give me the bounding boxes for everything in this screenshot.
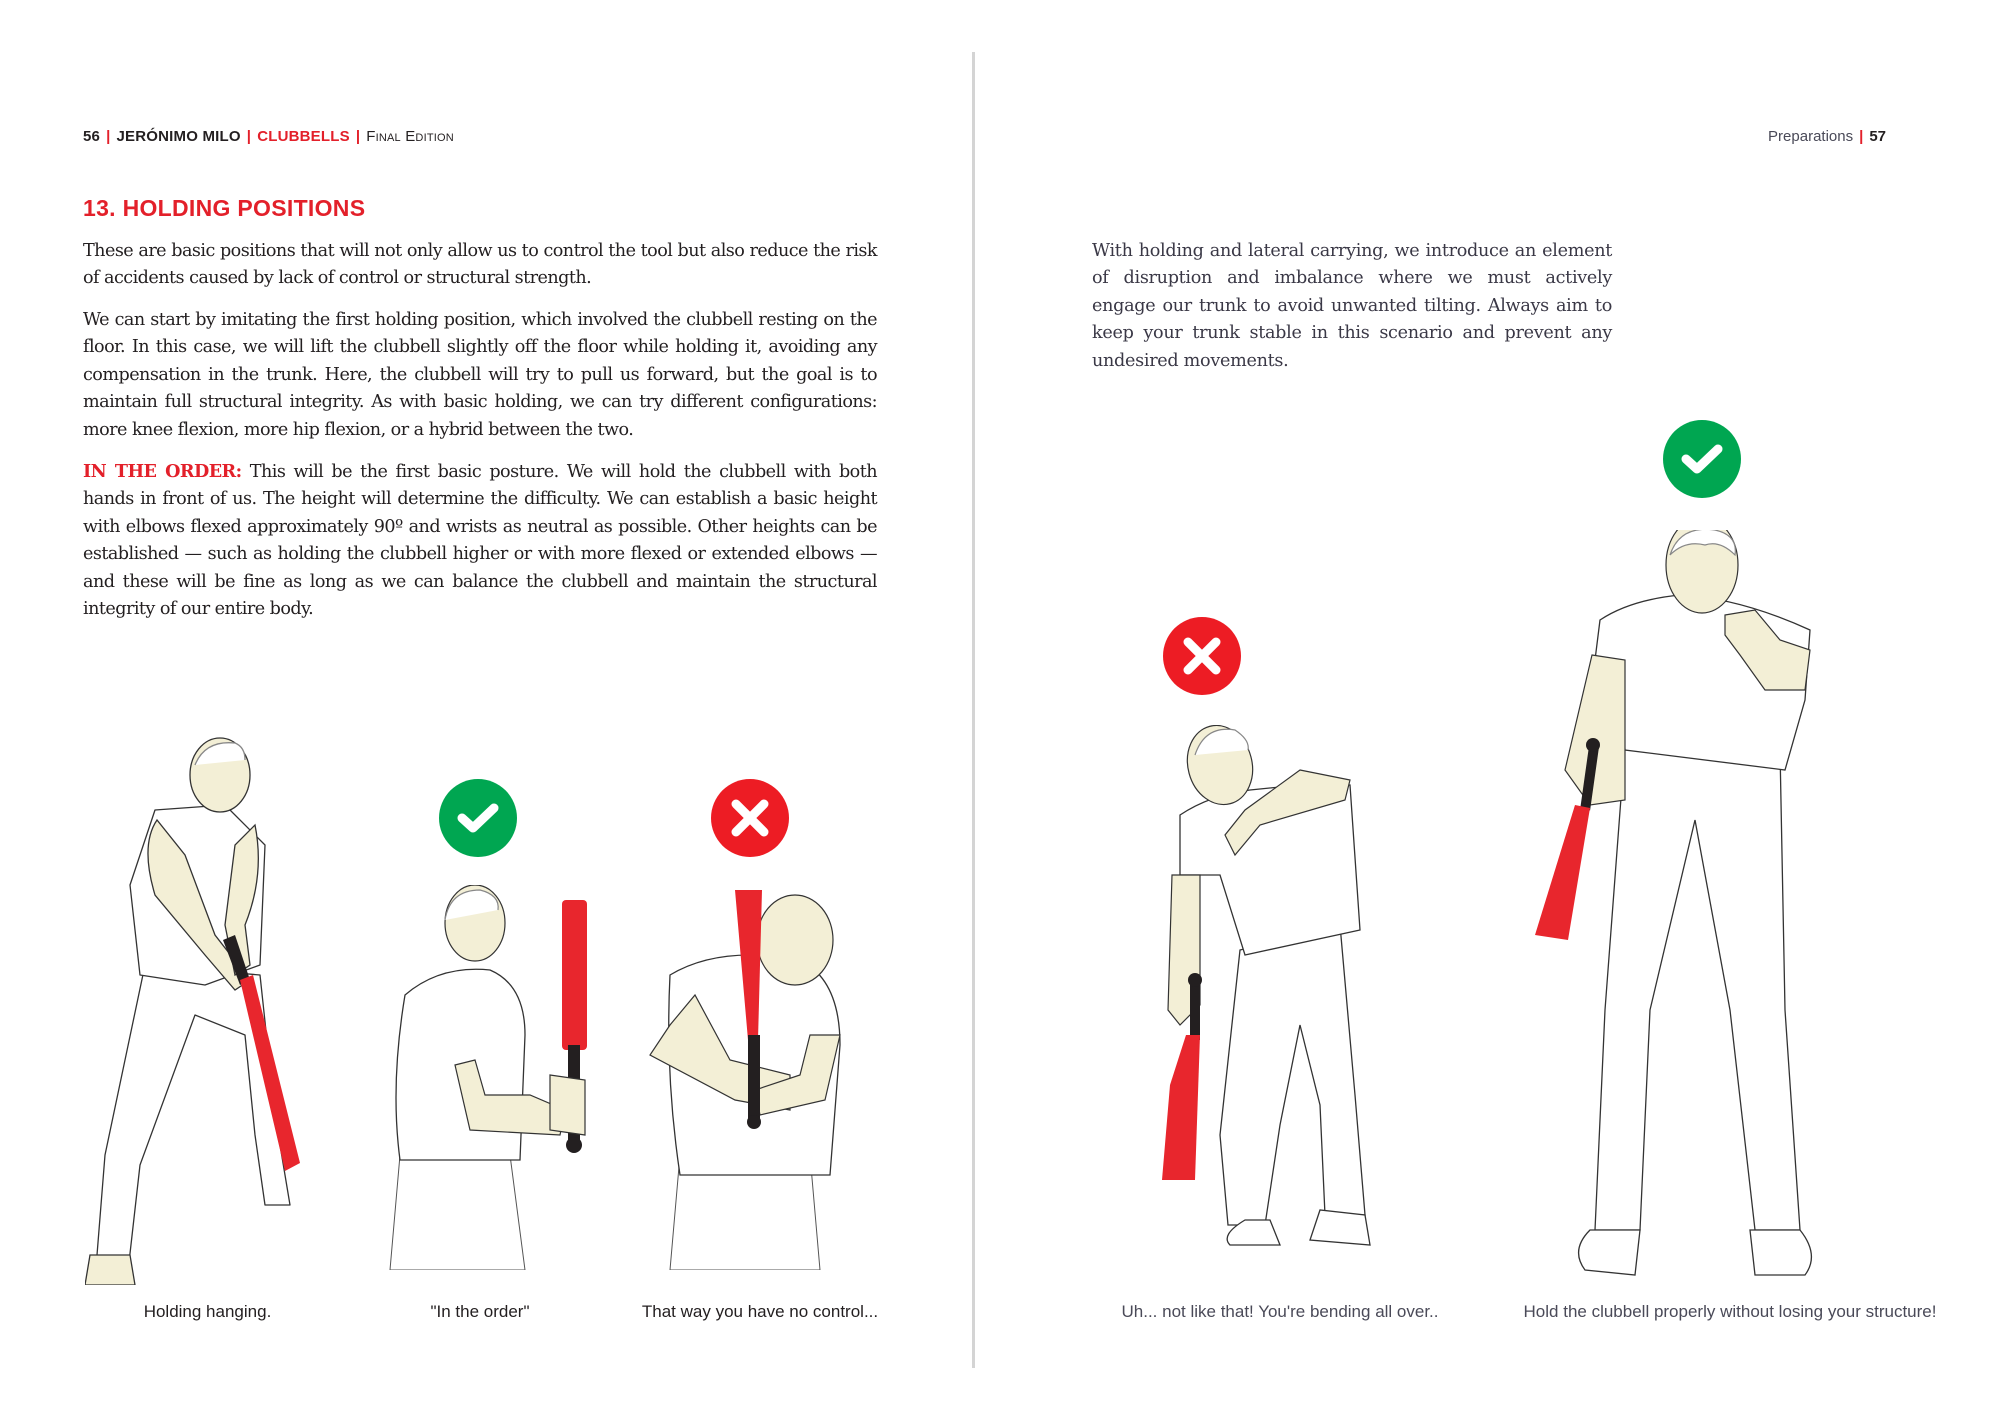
figure-caption: Uh... not like that! You're bending all over.. [1121, 1302, 1439, 1321]
header-separator: | [246, 128, 252, 145]
figure-holding-hanging [85, 735, 335, 1285]
page-gutter-divider [972, 52, 975, 1368]
header-separator: | [355, 128, 361, 145]
figure-bending-wrong [1150, 725, 1420, 1275]
body-paragraph-2: We can start by imitating the first holding position, which involved the clubbell resting on the floor. In this case, we will lift the clubbell slightly off the floor while holding it, avoiding any compensation in the trunk. Here, the clubbell will try to pull us forward, but the goal is to maintain full structural integrity. As with basic holding, we can try different configurations: more knee flexion, more hip flexion, or a hybrid between the two. [83, 310, 877, 440]
right-body-paragraph: With holding and lateral carrying, we introduce an element of disruption and imbalance where we must actively engage our trunk to avoid unwanted tilting. Always aim to keep your trunk stable in this scenario and prevent any undesired movements. [1092, 241, 1612, 371]
section-title: 13. HOLDING POSITIONS [83, 195, 366, 221]
in-the-order-text: This will be the first basic posture. We will hold the clubbell with both hands in front of us. The height will determine the difficulty. We can establish a basic height with elbows flexed approximately 90º and wrists as neutral as possible. Other heights can be established — such as holding the clubbell higher or with more flexed or extended elbows — and these will be fine as long as we can balance the clubbell and maintain the structural integrity of our entire body. [83, 462, 877, 620]
book-title: CLUBBELLS [257, 128, 350, 145]
figure-caption: That way you have no control... [641, 1302, 879, 1321]
x-icon [711, 779, 789, 857]
check-icon [1663, 420, 1741, 498]
page-number: 57 [1869, 128, 1886, 145]
figure-no-control [640, 885, 870, 1270]
header-separator: | [1859, 128, 1864, 145]
page-number: 56 [83, 128, 101, 145]
x-icon [1163, 617, 1241, 695]
right-running-header [1768, 128, 1886, 145]
body-paragraph-1: These are basic positions that will not only allow us to control the tool but also reduce the risk of accidents caused by lack of control or structural strength. [83, 241, 877, 289]
figure-caption: Hold the clubbell properly without losing your structure! [1523, 1302, 1937, 1321]
left-running-header [83, 128, 454, 145]
header-separator: | [106, 128, 111, 145]
section-name: Preparations [1768, 128, 1854, 145]
edition-label: Final Edition [366, 128, 454, 145]
figure-caption: Holding hanging. [143, 1302, 272, 1321]
in-the-order-paragraph [83, 458, 877, 623]
in-the-order-lead: IN THE ORDER: [83, 461, 242, 482]
figure-in-the-order [380, 885, 600, 1270]
figure-caption: "In the order" [430, 1302, 530, 1321]
check-icon [439, 779, 517, 857]
figure-correct-hold [1530, 530, 1860, 1280]
author-name: JERÓNIMO MILO [116, 128, 241, 145]
